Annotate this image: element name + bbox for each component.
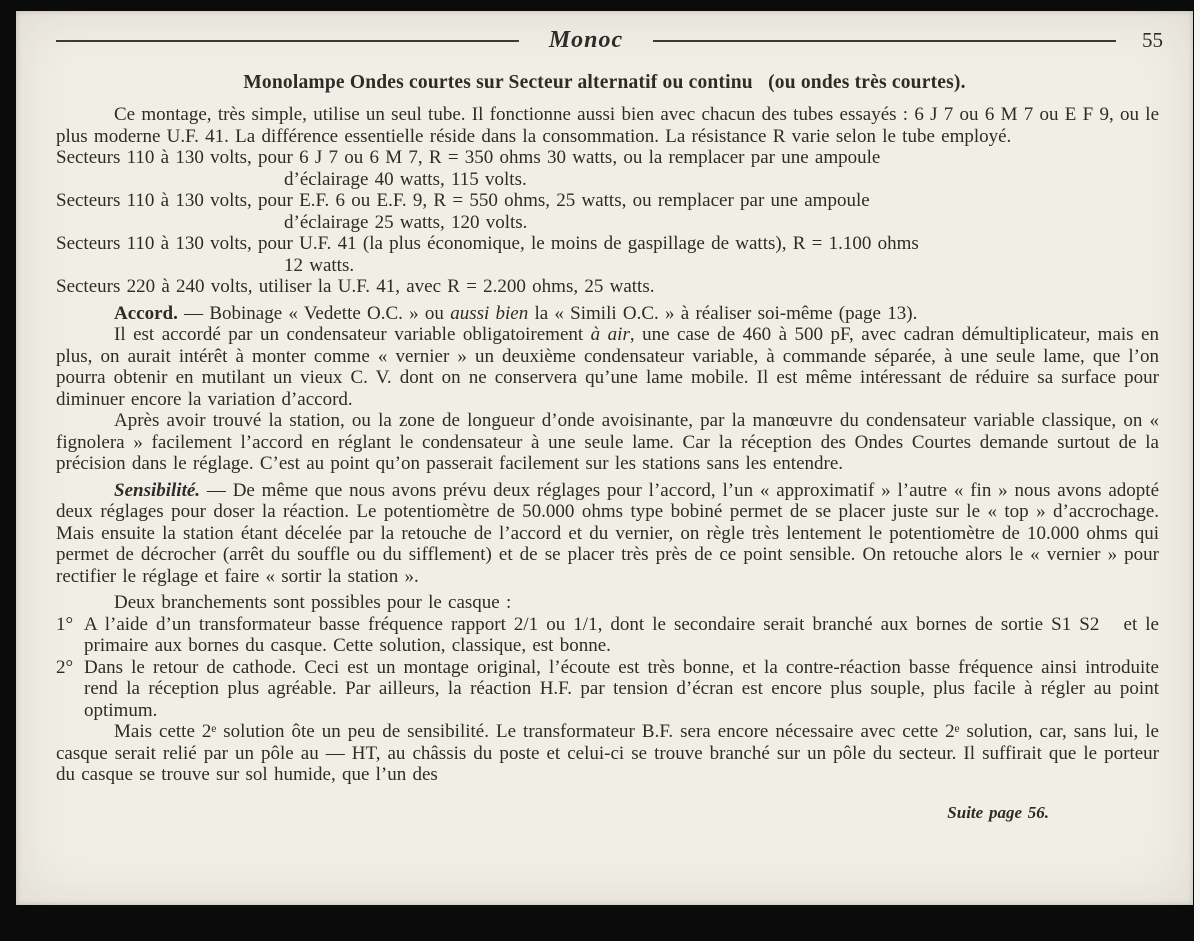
- accord-lead: Accord.: [114, 302, 178, 324]
- paragraph-intro: Ce montage, très simple, utilise un seul tube. Il fonctionne aussi bien avec chacun des tubes essayés : 6 J 7 ou 6 M 7 ou E F 9, ou le plus moderne U.F. 41. La différence essentielle réside dans la consommation. La résistance R varie selon le tube employé.: [56, 104, 1159, 147]
- sensibilite-body: — De même que nous avons prévu deux réglages pour l’accord, l’un « approximatif » l’autre « fin » nous avons adopté deux réglages pour doser la réaction. Le potentiomètre de 50.000 ohms type bobiné permet de se placer juste sur le « top » d’accrochage. Mais ensuite la station étant décelée par la retouche de l’accord et du vernier, on règle très lentement le potentiomètre de 10.000 ohms qui permet de décrocher (arrêt du souffle ou du sifflement) et de se placer très près de ce point sensible. On retouche alors le « vernier » pour rectifier le réglage et faire « sortir la station ».: [56, 479, 1159, 587]
- page-header: [16, 11, 1193, 54]
- list-marker-1: 1°: [56, 613, 74, 635]
- paragraph-deux-branchements: Deux branchements sont possibles pour le casque :: [114, 592, 512, 613]
- accord-detail-italic: à air: [590, 324, 630, 345]
- page-number: 55: [1142, 28, 1163, 52]
- secteur-continuation: d’éclairage 25 watts, 120 volts.: [284, 211, 528, 233]
- list-item-2: [56, 657, 1159, 722]
- scan-right-edge: [1194, 0, 1200, 941]
- sensibilite-lead: Sensibilité.: [114, 479, 201, 501]
- list-item-1: [56, 614, 1159, 657]
- paragraph-sensibilite: [56, 480, 1159, 588]
- secteur-continuation: d’éclairage 40 watts, 115 volts.: [284, 168, 527, 190]
- accord-detail-body-1: Il est accordé par un condensateur variable obligatoirement: [114, 324, 591, 345]
- header-rule-right: [653, 40, 1116, 42]
- continuation-note: Suite page 56.: [947, 802, 1049, 822]
- secteur-continuation: 12 watts.: [284, 254, 355, 276]
- accord-italic: aussi bien: [450, 302, 529, 324]
- header-rule-left: [56, 40, 519, 42]
- page-body: [16, 104, 1193, 823]
- paragraph-mais: Mais cette 2ᵉ solution ôte un peu de sensibilité. Le transformateur B.F. sera encore nécessaire avec cette 2ᵉ solution, car, sans lui, le casque serait relié par un pôle au — HT, au châssis du poste et celui-ci se trouve branché sur un pôle du secteur. Il suffirait que le porteur du casque se trouve sur sol humide, que l’un des: [56, 721, 1159, 785]
- accord-detail-body-2: , une case de 460 à 500 pF, avec cadran démultiplicateur, mais en plus, on aurait intérêt à monter comme « vernier » un deuxième condensateur variable, à commande séparée, à une seule lame, que l’on pourra obtenir en mutilant un vieux C. V. dont on ne conservera qu’une lame mobile. Il est même intéressant de réduire sa surface pour diminuer encore la variation d’accord.: [56, 324, 1159, 410]
- page: [16, 11, 1193, 905]
- secteur-entry-1: [56, 147, 1159, 190]
- secteur-text: Secteurs 110 à 130 volts, pour U.F. 41 (la plus économique, le moins de gaspillage de watts), R = 1.100 ohms: [56, 233, 919, 254]
- list-marker-2: 2°: [56, 656, 74, 678]
- running-title: Monoc: [548, 27, 624, 53]
- secteur-entry-4: Secteurs 220 à 240 volts, utiliser la U.F. 41, avec R = 2.200 ohms, 25 watts.: [56, 276, 655, 297]
- accord-body-2: la « Simili O.C. » à réaliser soi-même (page 13).: [528, 302, 918, 324]
- list-text-2: Dans le retour de cathode. Ceci est un montage original, l’écoute est très bonne, et la contre-réaction basse fréquence ainsi introduite rend la réception plus agréable. Par ailleurs, la réaction H.F. par tension d’écran est encore plus souple, plus facile à régler au point optimum.: [84, 656, 1159, 721]
- list-text-1: A l’aide d’un transformateur basse fréquence rapport 2/1 ou 1/1, dont le secondaire serait branché aux bornes de sortie S1 S2 et le primaire aux bornes du casque. Cette solution, classique, est bonne.: [84, 613, 1159, 656]
- paragraph-accord: [56, 303, 1159, 325]
- secteur-text: Secteurs 110 à 130 volts, pour 6 J 7 ou 6 M 7, R = 350 ohms 30 watts, ou la remplacer par une ampoule: [56, 147, 881, 168]
- secteur-entry-2: [56, 190, 1159, 233]
- paragraph-apres: Après avoir trouvé la station, ou la zone de longueur d’onde avoisinante, par la manœuvre du condensateur variable classique, on « fignolera » facilement l’accord en réglant le condensateur à une seule lame. Car la réception des Ondes Courtes demande surtout de la précision dans le réglage. C’est au point qu’on passerait facilement sur les stations sans les entendre.: [56, 410, 1159, 474]
- secteur-text: Secteurs 110 à 130 volts, pour E.F. 6 ou E.F. 9, R = 550 ohms, 25 watts, ou remplacer par une ampoule: [56, 190, 870, 211]
- accord-body-1: — Bobinage « Vedette O.C. » ou: [177, 302, 451, 324]
- paragraph-accord-detail: [56, 324, 1159, 410]
- article-title: Monolampe Ondes courtes sur Secteur alternatif ou continu (ou ondes très courtes).: [243, 72, 966, 93]
- secteur-entry-3: [56, 233, 1159, 276]
